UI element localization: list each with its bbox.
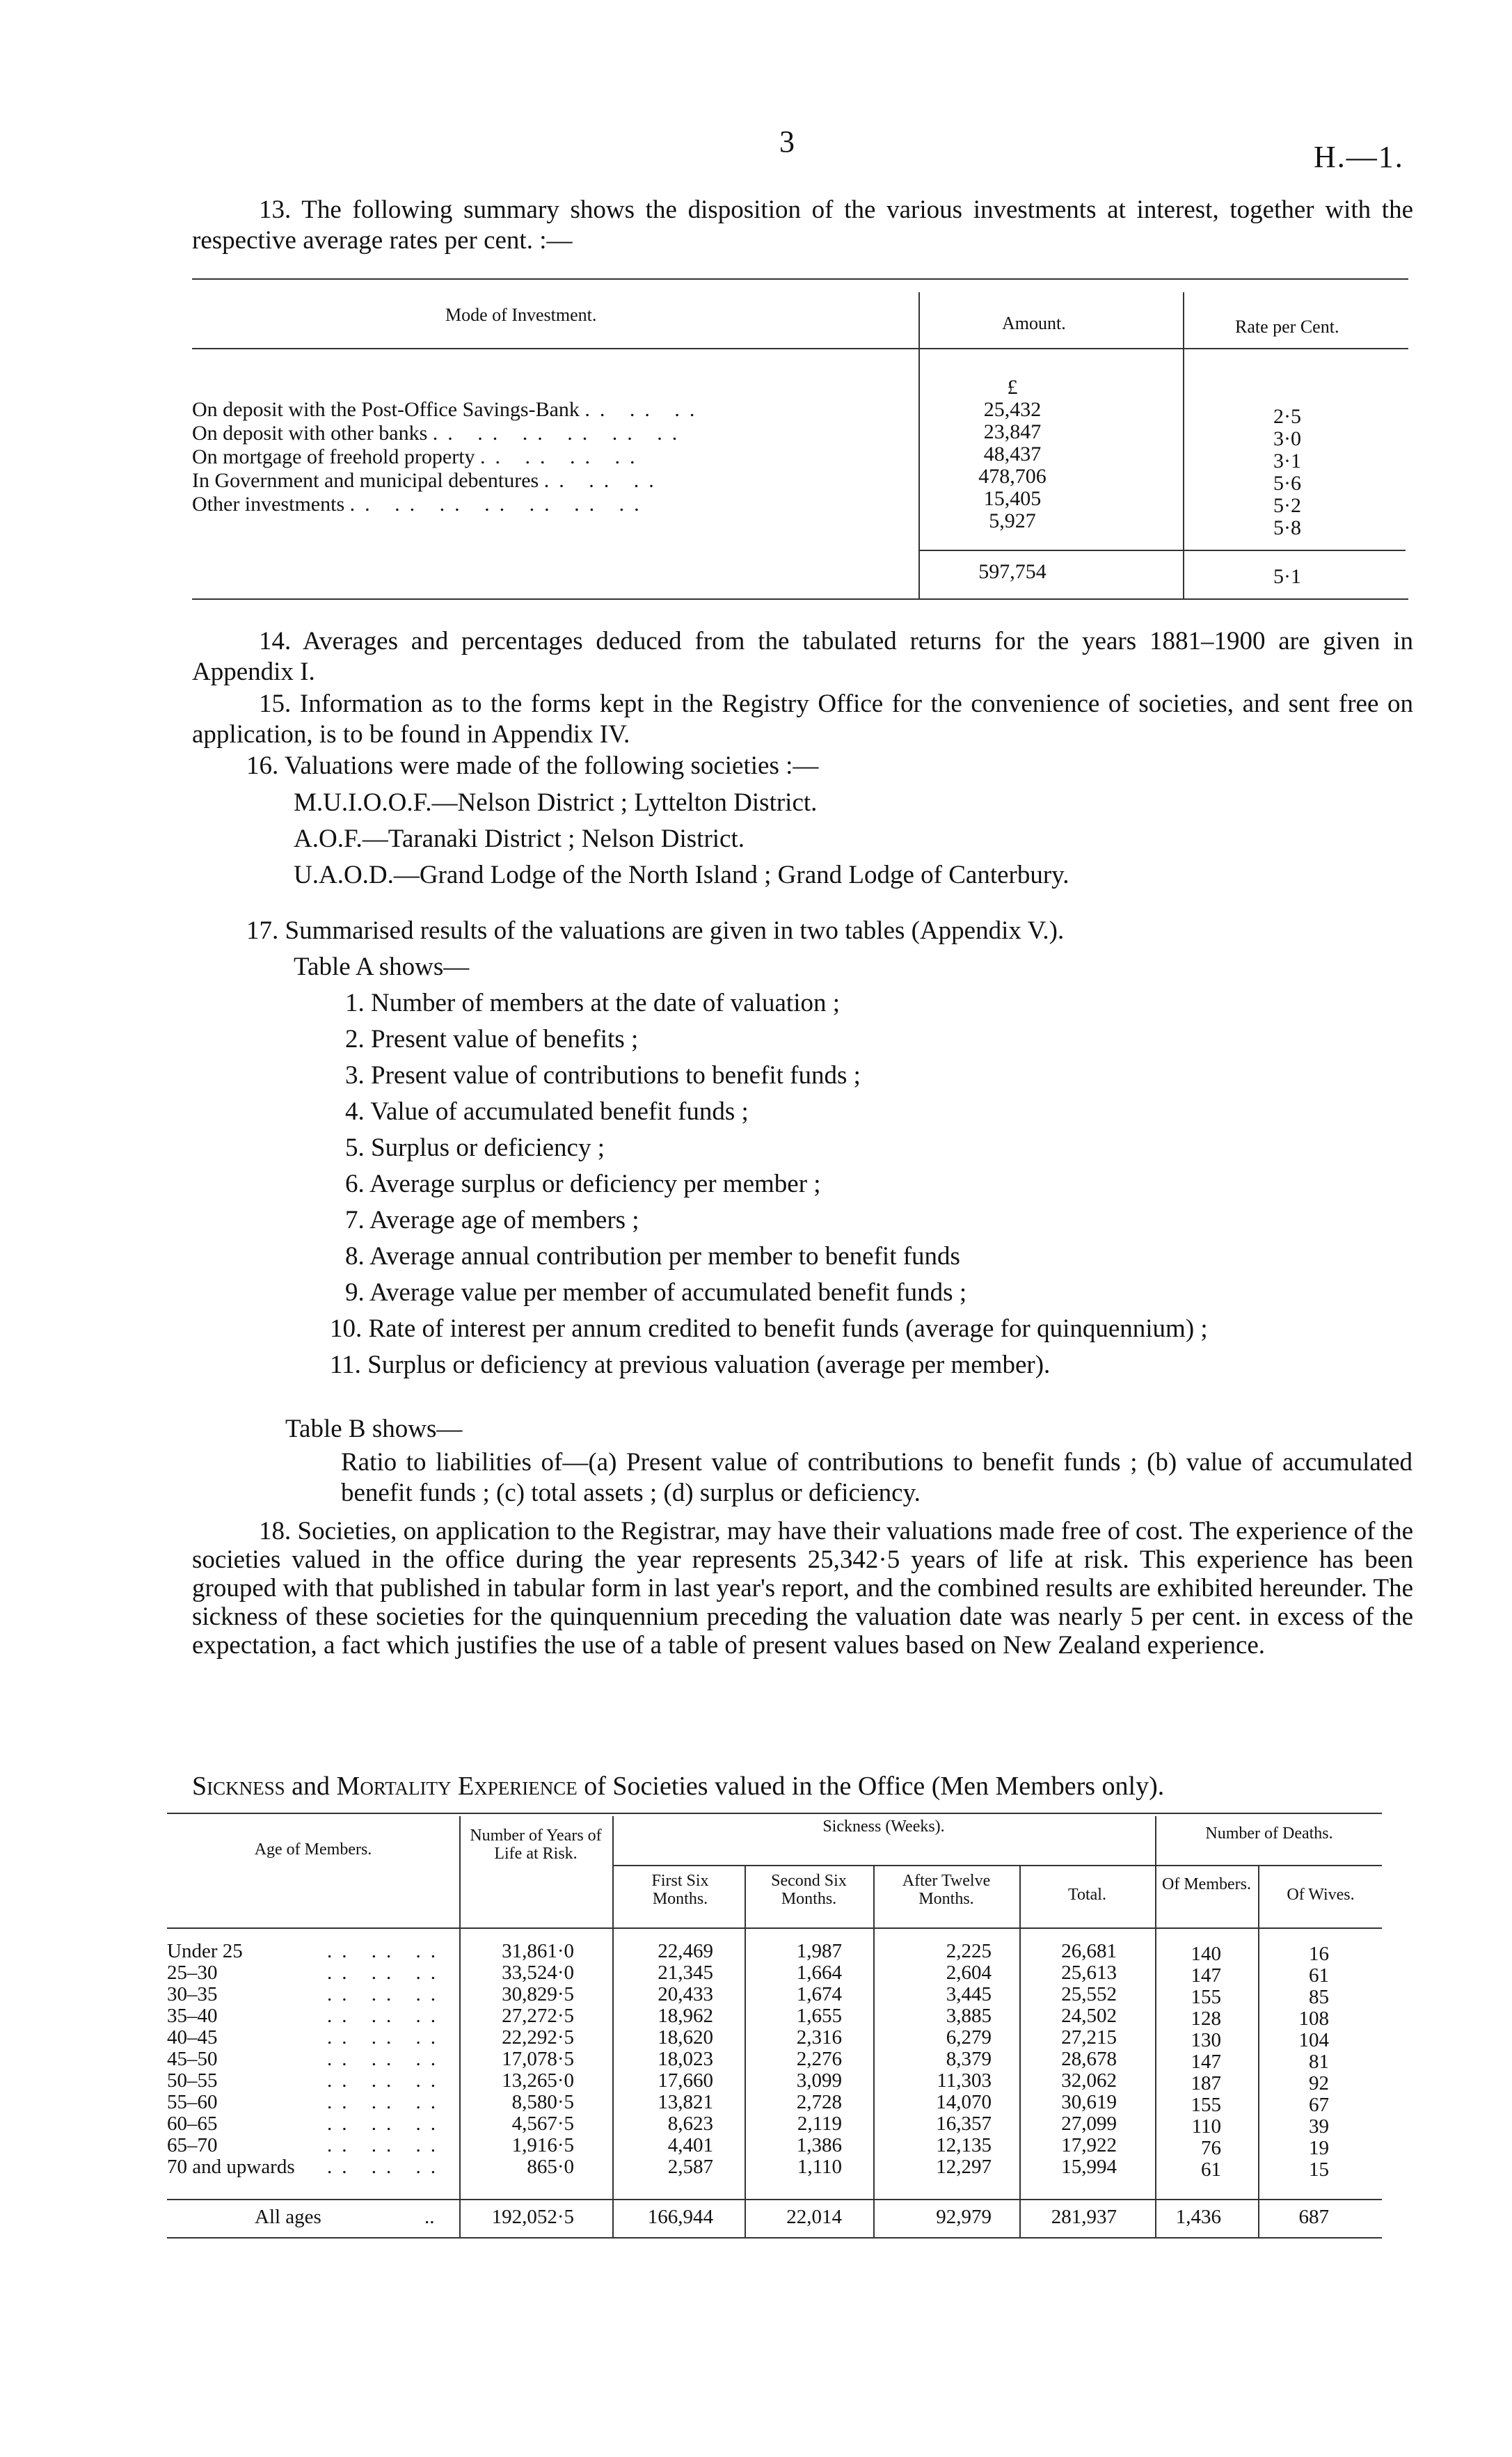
leader-dots: .. .. .. [327, 1983, 445, 2005]
table-a-item: 9. Average value per member of accumulated benefit funds ; [345, 1278, 967, 1307]
table-header-rule [192, 348, 1408, 349]
age-group-label: 55–60 [167, 2091, 218, 2113]
table-cell-wives: 85 [1309, 1986, 1329, 2008]
table-cell-first: 22,469 [658, 1940, 713, 1962]
leader-dots: .. .. .. [327, 1940, 445, 1962]
society-line: A.O.F.—Taranaki District ; Nelson District. [294, 825, 745, 853]
amount-cell: 23,847 [983, 420, 1042, 443]
header-after-twelve: After Twelve Months. [902, 1872, 991, 1908]
table-cell-after: 2,604 [946, 1962, 992, 1984]
table-cell-members: 187 [1191, 2072, 1221, 2094]
table-cell-years: 27,272·5 [502, 2005, 574, 2027]
table-a-item: 7. Average age of members ; [345, 1206, 639, 1234]
table-cell-first: 13,821 [658, 2091, 713, 2113]
paragraph-text: Averages and percentages deduced from the tabulated returns for the years 1881–1900 are given in Appendix I. [192, 627, 1413, 686]
table-cell-first: 17,660 [658, 2069, 713, 2092]
table-cell-years: 31,861·0 [502, 1940, 574, 1962]
total-rate: 5·1 [1273, 565, 1301, 588]
table-a-item: 2. Present value of benefits ; [345, 1025, 639, 1053]
table-a-item: 6. Average surplus or deficiency per member ; [345, 1170, 821, 1198]
column-divider [1019, 1865, 1021, 2237]
table-cell-first: 21,345 [658, 1962, 713, 1984]
table-cell-first: 18,023 [658, 2048, 713, 2070]
table-cell-total: 15,994 [1061, 2156, 1117, 2178]
paragraph-15 [192, 689, 1413, 750]
table-cell-after: 2,225 [946, 1940, 992, 1962]
table-cell-second: 2,316 [796, 2026, 842, 2049]
leader-dots: .. .. .. [327, 2156, 445, 2178]
table-cell-years: 13,265·0 [502, 2069, 574, 2092]
leader-dots: .. .. .. [327, 2091, 445, 2113]
table-a-item: 8. Average annual contribution per member to benefit funds [345, 1242, 960, 1271]
leader-dots: .. .. .. [327, 2113, 445, 2135]
total-rule [918, 550, 1406, 551]
header-mode: Mode of Investment. [445, 305, 597, 325]
table-cell-years: 4,567·5 [511, 2113, 574, 2135]
totals-cell-second: 22,014 [786, 2206, 842, 2228]
paragraph-18 [192, 1517, 1413, 1660]
leader-dots: .. .. .. [327, 2069, 445, 2092]
header-first-six: First Six Months. [651, 1872, 709, 1908]
paragraph-number: 16. [246, 752, 279, 780]
table-top-rule [192, 278, 1408, 280]
table-cell-after: 14,070 [936, 2091, 992, 2113]
totals-cell-members: 1,436 [1175, 2206, 1221, 2228]
table-cell-second: 1,674 [796, 1983, 842, 2005]
society-line: U.A.O.D.—Grand Lodge of the North Island ; Grand Lodge of Canterbury. [294, 861, 1069, 889]
header-amount: Amount. [1002, 313, 1066, 333]
investment-mode: On deposit with other banks [192, 422, 428, 445]
table-a-item: 11. Surplus or deficiency at previous valuation (average per member). [330, 1351, 1051, 1379]
caption-part: and [292, 1772, 331, 1801]
rate-cell: 5·8 [1273, 516, 1301, 539]
table-cell-second: 1,655 [796, 2005, 842, 2027]
amount-cell: 48,437 [983, 443, 1042, 466]
header-rate: Rate per Cent. [1235, 317, 1339, 337]
amount-cell: 15,405 [983, 487, 1042, 510]
table-cell-members: 61 [1201, 2158, 1221, 2181]
table-a-item: 5. Surplus or deficiency ; [345, 1134, 605, 1162]
rate-cell: 3·1 [1273, 450, 1301, 472]
age-group-label: 35–40 [167, 2005, 218, 2027]
paragraph-number: 18. [259, 1517, 292, 1545]
paragraph-number: 17. [246, 916, 279, 945]
table-cell-total: 27,099 [1061, 2113, 1117, 2135]
totals-cell-after: 92,979 [936, 2206, 992, 2228]
header-years: Number of Years of Life at Risk. [470, 1827, 602, 1863]
table-cell-years: 865·0 [527, 2156, 574, 2178]
table-cell-wives: 81 [1309, 2051, 1329, 2073]
table-cell-wives: 19 [1309, 2137, 1329, 2159]
age-group-label: 60–65 [167, 2113, 218, 2135]
paragraph-14 [192, 626, 1413, 687]
paragraph-text: The following summary shows the disposition of the various investments at interest, together with the respective average rates per cent. :— [192, 196, 1413, 255]
table-cell-first: 8,623 [667, 2113, 713, 2135]
leader-dots: .. .. .. [327, 2026, 445, 2049]
table-cell-total: 32,062 [1061, 2069, 1117, 2092]
age-group-label: 65–70 [167, 2134, 218, 2156]
table-cell-after: 12,135 [936, 2134, 992, 2156]
table-a-item: 1. Number of members at the date of valuation ; [345, 989, 841, 1017]
table-cell-total: 26,681 [1061, 1940, 1117, 1962]
table-cell-wives: 108 [1298, 2007, 1329, 2030]
table-cell-first: 20,433 [658, 1983, 713, 2005]
investment-row: On mortgage of freehold property .. .. .. .. [192, 445, 645, 468]
age-group-label: 30–35 [167, 1983, 218, 2005]
table-cell-first: 18,620 [658, 2026, 713, 2049]
table-cell-second: 2,276 [796, 2048, 842, 2070]
age-group-label: 40–45 [167, 2026, 218, 2049]
investment-mode: In Government and municipal debentures [192, 469, 539, 492]
table-caption [192, 1771, 1164, 1802]
table-bottom-rule [167, 2237, 1382, 2239]
table-bottom-rule [192, 598, 1408, 600]
rate-cell: 3·0 [1273, 427, 1301, 450]
investment-row: In Government and municipal debentures .. .. .. [192, 469, 664, 492]
age-group-label: Under 25 [167, 1940, 243, 1962]
leader-dots: .. .. .. [327, 2134, 445, 2156]
column-divider [612, 1816, 614, 2237]
table-cell-first: 2,587 [667, 2156, 713, 2178]
table-cell-members: 110 [1191, 2115, 1221, 2138]
society-line: M.U.I.O.O.F.—Nelson District ; Lyttelton District. [294, 788, 818, 817]
table-a-item: 4. Value of accumulated benefit funds ; [345, 1097, 749, 1126]
rate-cell: 5·2 [1273, 494, 1301, 517]
table-cell-after: 3,445 [946, 1983, 992, 2005]
paragraph-17 [246, 913, 1064, 949]
header-sickness-group: Sickness (Weeks). [822, 1818, 945, 1836]
table-cell-after: 8,379 [946, 2048, 992, 2070]
paragraph-text: Summarised results of the valuations are given in two tables (Appendix V.). [285, 916, 1065, 945]
table-cell-after: 3,885 [946, 2005, 992, 2027]
table-cell-after: 16,357 [936, 2113, 992, 2135]
table-cell-after: 12,297 [936, 2156, 992, 2178]
totals-cell-total: 281,937 [1051, 2206, 1117, 2228]
table-cell-years: 30,829·5 [502, 1983, 574, 2005]
leader-dots: .. [424, 2206, 435, 2228]
table-cell-members: 128 [1191, 2007, 1221, 2030]
table-a-item: 3. Present value of contributions to benefit funds ; [345, 1061, 861, 1090]
table-cell-after: 6,279 [946, 2026, 992, 2049]
table-cell-years: 8,580·5 [511, 2091, 574, 2113]
amount-cell: 5,927 [989, 509, 1036, 532]
currency-symbol: £ [1007, 376, 1018, 399]
amount-cell: 478,706 [978, 465, 1047, 488]
table-a-intro: Table A shows— [294, 953, 470, 981]
table-a-item: 10. Rate of interest per annum credited to benefit funds (average for quinquennium) ; [330, 1314, 1208, 1343]
table-cell-wives: 39 [1309, 2115, 1329, 2138]
column-divider [1155, 1816, 1156, 2237]
caption-part: Sickness [192, 1772, 285, 1801]
paragraph-number: 14. [259, 627, 292, 655]
paragraph-text: Information as to the forms kept in the Registry Office for the convenience of societies, and sent free on application, is to be found in Appendix IV. [192, 690, 1413, 749]
table-cell-members: 130 [1191, 2029, 1221, 2051]
table-header-rule [167, 1927, 1382, 1929]
age-group-label: 70 and upwards [167, 2156, 295, 2178]
rate-cell: 5·6 [1273, 472, 1301, 495]
total-amount: 597,754 [978, 560, 1047, 583]
investment-mode: Other investments [192, 493, 345, 516]
table-b-text: Ratio to liabilities of—(a) Present value of contributions to benefit funds ; (b) value of accumulated benefit funds ; (c) total assets ; (d) surplus or deficiency. [341, 1448, 1412, 1507]
column-divider [1258, 1865, 1259, 2237]
totals-cell-years: 192,052·5 [491, 2206, 574, 2228]
table-cell-members: 155 [1191, 1986, 1221, 2008]
table-cell-years: 17,078·5 [502, 2048, 574, 2070]
column-divider [459, 1816, 461, 2237]
header-second-six: Second Six Months. [771, 1872, 847, 1908]
table-cell-second: 1,110 [797, 2156, 842, 2178]
paragraph-text: Valuations were made of the following societies :— [284, 752, 819, 780]
table-cell-total: 25,552 [1061, 1983, 1117, 2005]
page-number: 3 [779, 125, 795, 159]
table-cell-members: 140 [1191, 1943, 1221, 1965]
document-reference: H.—1. [1314, 140, 1404, 174]
table-cell-after: 11,303 [937, 2069, 992, 2092]
header-deaths-group: Number of Deaths. [1205, 1824, 1333, 1843]
table-cell-second: 2,728 [796, 2091, 842, 2113]
table-b-intro: Table B shows— [285, 1415, 463, 1443]
table-cell-total: 25,613 [1061, 1962, 1117, 1984]
table-cell-total: 30,619 [1061, 2091, 1117, 2113]
table-cell-years: 1,916·5 [511, 2134, 574, 2156]
table-cell-total: 28,678 [1061, 2048, 1117, 2070]
table-cell-wives: 15 [1309, 2158, 1329, 2181]
header-total: Total. [1068, 1886, 1106, 1904]
column-divider [873, 1865, 875, 2237]
table-cell-members: 155 [1191, 2094, 1221, 2116]
totals-cell-wives: 687 [1298, 2206, 1329, 2228]
age-group-label: 25–30 [167, 1962, 218, 1984]
paragraph-number: 15. [259, 690, 292, 718]
totals-rule [167, 2199, 1382, 2200]
header-age: Age of Members. [254, 1840, 372, 1859]
caption-part: Mortality Experience [336, 1772, 578, 1801]
table-cell-total: 17,922 [1061, 2134, 1117, 2156]
column-divider [745, 1865, 746, 2237]
investment-mode: On mortgage of freehold property [192, 445, 475, 468]
amount-cell: 25,432 [983, 398, 1042, 421]
totals-cell-first: 166,944 [647, 2206, 713, 2228]
investment-mode: On deposit with the Post-Office Savings-Bank [192, 398, 580, 421]
group-rule [612, 1865, 1155, 1866]
table-cell-wives: 67 [1309, 2094, 1329, 2116]
table-cell-years: 33,524·0 [502, 1962, 574, 1984]
table-cell-wives: 61 [1309, 1964, 1329, 1987]
column-divider [918, 292, 920, 598]
leader-dots: .. .. .. [327, 2048, 445, 2070]
table-cell-second: 1,664 [796, 1962, 842, 1984]
paragraph-text: Societies, on application to the Registrar, may have their valuations made free of cost. The experience of the societies valued in the office during the year represents 25,342·5 years of life at risk. This experience has been grouped with that published in tabular form in last year's report, and the combined results are exhibited hereunder. The sickness of these societies for the quinquennium preceding the valuation date was nearly 5 per cent. in excess of the expectation, a fact which justifies the use of a table of present values based on New Zealand experience. [192, 1517, 1413, 1660]
header-of-members: Of Members. [1162, 1875, 1251, 1893]
table-cell-first: 18,962 [658, 2005, 713, 2027]
investment-row: On deposit with the Post-Office Savings-Bank .. .. .. [192, 398, 705, 421]
table-cell-members: 147 [1191, 1964, 1221, 1987]
age-group-label: 45–50 [167, 2048, 218, 2070]
header-of-wives: Of Wives. [1287, 1886, 1355, 1904]
table-cell-members: 76 [1201, 2137, 1221, 2159]
table-cell-second: 2,119 [797, 2113, 842, 2135]
investment-row: On deposit with other banks .. .. .. .. .. .. [192, 422, 687, 445]
table-top-rule [167, 1813, 1382, 1814]
table-cell-years: 22,292·5 [502, 2026, 574, 2049]
table-cell-first: 4,401 [667, 2134, 713, 2156]
table-cell-second: 1,987 [796, 1940, 842, 1962]
leader-dots: .. .. .. [327, 1962, 445, 1984]
table-cell-second: 1,386 [796, 2134, 842, 2156]
paragraph-number: 13. [259, 196, 292, 224]
table-cell-second: 3,099 [796, 2069, 842, 2092]
table-cell-total: 27,215 [1061, 2026, 1117, 2049]
age-group-label: 50–55 [167, 2069, 218, 2092]
totals-label: All ages [255, 2206, 321, 2228]
table-cell-members: 147 [1191, 2051, 1221, 2073]
leader-dots: .. .. .. [327, 2005, 445, 2027]
table-cell-wives: 92 [1309, 2072, 1329, 2094]
table-cell-wives: 16 [1309, 1943, 1329, 1965]
paragraph-13 [192, 195, 1413, 256]
investment-row: Other investments .. .. .. .. .. .. .. [192, 493, 649, 516]
table-cell-wives: 104 [1298, 2029, 1329, 2051]
rate-cell: 2·5 [1273, 405, 1301, 428]
table-cell-total: 24,502 [1061, 2005, 1117, 2027]
caption-part: of Societies valued in the Office (Men Members only). [584, 1772, 1165, 1801]
group-rule [1155, 1865, 1382, 1866]
paragraph-16 [246, 748, 818, 784]
